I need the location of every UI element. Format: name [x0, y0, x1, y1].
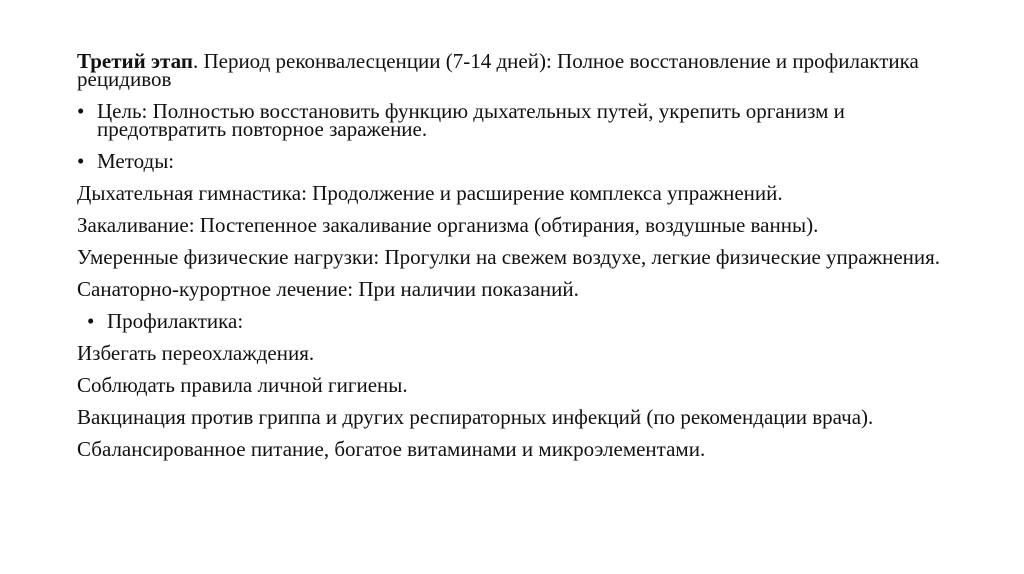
- stage-heading-bold: Третий этап: [77, 49, 193, 73]
- methods-label: Методы:: [97, 149, 175, 173]
- prevention-heading: [77, 309, 957, 333]
- method-item: Санаторно-курортное лечение: При наличии показаний.: [77, 277, 579, 301]
- methods-heading: [77, 149, 957, 173]
- method-item: Закаливание: Постепенное закаливание организма (обтирания, воздушные ванны).: [77, 213, 819, 237]
- bullet-icon: •: [77, 99, 85, 123]
- prevention-item: Вакцинация против гриппа и других респираторных инфекций (по рекомендации врача).: [77, 405, 874, 429]
- prevention-item: Соблюдать правила личной гигиены.: [77, 373, 408, 397]
- goal-item: [77, 99, 957, 141]
- prevention-label: Профилактика:: [107, 309, 244, 333]
- slide-content: [77, 49, 957, 472]
- goal-text: Цель: Полностью восстановить функцию дыхательных путей, укрепить организм и предотвратить повторное заражение.: [97, 99, 845, 141]
- prevention-item: Избегать переохлаждения.: [77, 341, 315, 365]
- method-item: Умеренные физические нагрузки: Прогулки на свежем воздухе, легкие физические упражнения.: [77, 245, 941, 269]
- method-item: Дыхательная гимнастика: Продолжение и расширение комплекса упражнений.: [77, 181, 783, 205]
- prevention-item: Сбалансированное питание, богатое витаминами и микроэлементами.: [77, 437, 706, 461]
- bullet-icon: •: [87, 309, 95, 333]
- stage-heading-text: . Период реконвалесценции (7-14 дней): Полное восстановление и профилактика рецидивов: [77, 49, 919, 91]
- stage-heading: [77, 49, 957, 91]
- bullet-icon: •: [77, 149, 85, 173]
